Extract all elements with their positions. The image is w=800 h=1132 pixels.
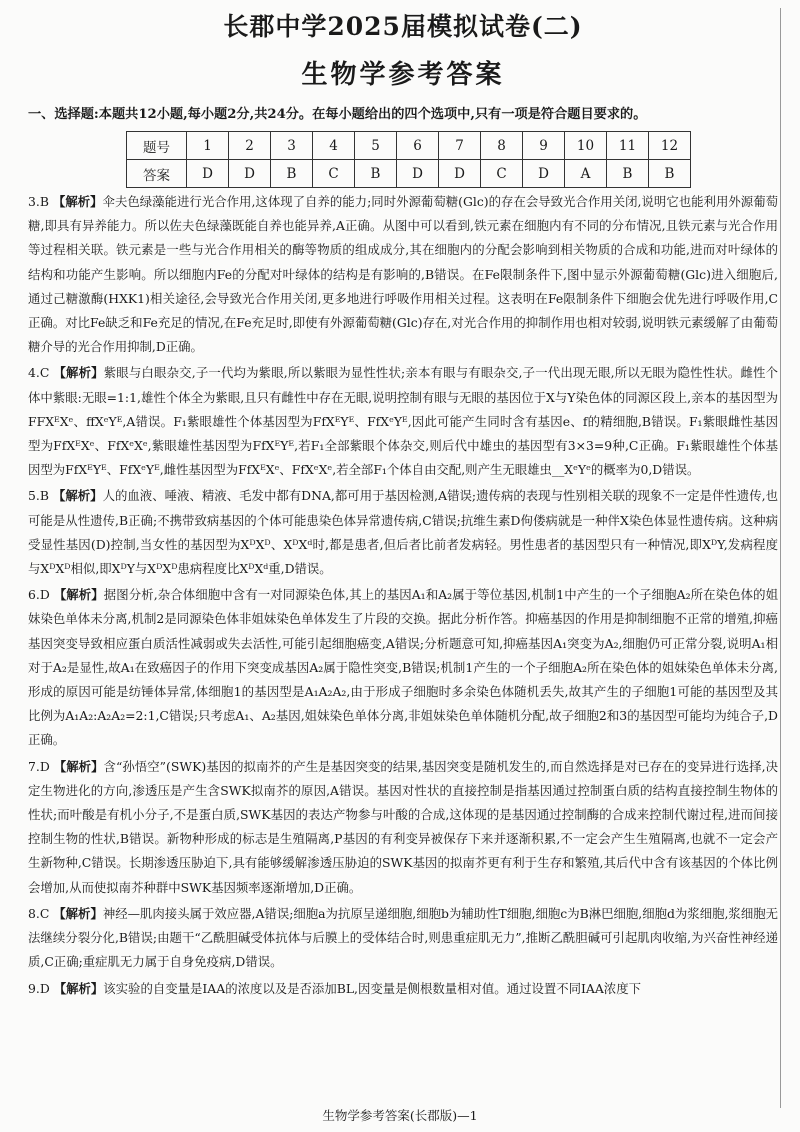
table-cell: 11	[607, 132, 649, 160]
explanation-q7: 7.D 【解析】含“孙悟空”(SWK)基因的拟南芥的产生是基因突变的结果,基因突变是随机发生的,而自然选择是对已存在的变异进行选择,决定生物进化的方向,渗透压是产生含SWK拟南芥的原因,A错误。基因对性状的直接控制是指基因通过控制蛋白质的结构直接控制生物体的性状;而叶酸是有机小分子,不是蛋白质,SWK基因的表达产物参与叶酸的合成,这体现的是基因通过控制酶的合成来控制代谢过程,进而间接控制生物的性状,B错误。新物种形成的标志是生殖隔离,P基因的有利变异被保存下来并逐渐积累,不一定会产生生殖隔离,也就不一定会产生新物种,C错误。长期渗透压胁迫下,具有能够缓解渗透压胁迫的SWK基因的拟南芥更有利于生存和繁殖,其后代中含有该基因的个体比例会增加,从而使拟南芥种群中SWK基因频率逐渐增加,D正确。	[28, 758, 778, 895]
table-cell: D	[229, 160, 271, 188]
table-cell: 2	[229, 132, 271, 160]
explanation-q6: 6.D 【解析】据图分析,杂合体细胞中含有一对同源染色体,其上的基因A₁和A₂属于等位基因,机制1中产生的一个子细胞A₂所在染色体的姐妹染色单体未分离,机制2是同源染色体非姐妹染色单体发生了片段的交换。据此分析作答。抑癌基因的作用是抑制细胞不正常的增殖,抑癌基因突变导致相应蛋白质活性减弱或失去活性,可能引起细胞癌变,A错误;分析题意可知,抑癌基因A₁突变为A₂,细胞仍可正常分裂,说明A₁相对于A₂是显性,故A₁在致癌因子的作用下突变成基因A₂属于隐性突变,B错误;机制1产生的一个子细胞A₂所在染色体的姐妹染色单体未分离,形成的原因可能是纺锤体异常,体细胞1的基因型是A₁A₂A₂,由于形成子细胞时多余染色体随机丢失,故其产生的子细胞1可能的基因型及其比例为A₁A₂:A₂A₂=2:1,C错误;只考虑A₁、A₂基因,姐妹染色单体分离,非姐妹染色单体随机分配,故子细胞2和3的基因型可能均为纯合子,D正确。	[28, 587, 778, 748]
table-cell: B	[271, 160, 313, 188]
table-cell: C	[313, 160, 355, 188]
document-title: 长郡中学2025届模拟试卷(二)	[223, 12, 583, 41]
table-cell: D	[523, 160, 565, 188]
answer-table	[126, 131, 691, 188]
document-subtitle: 生物学参考答案	[301, 60, 505, 90]
table-cell: 3	[271, 132, 313, 160]
table-cell: 8	[481, 132, 523, 160]
explanation-q5: 5.B 【解析】人的血液、唾液、精液、毛发中都有DNA,都可用于基因检测,A错误;遗传病的表现与性别相关联的现象不一定是伴性遗传,也可能是从性遗传,B正确;不携带致病基因的个体可能患染色体异常遗传病,C错误;抗维生素D佝偻病就是一种伴X染色体显性遗传病。这种病受显性基因(D)控制,当女性的基因型为XᴰXᴰ、XᴰXᵈ时,都是患者,但后者比前者发病轻。男性患者的基因型只有一种情况,即XᴰY,发病程度与XᴰXᴰ相似,即XᴰY与XᴰXᴰ患病程度比XᴰXᵈ重,D错误。	[28, 488, 778, 577]
explanation-q8: 8.C 【解析】神经—肌肉接头属于效应器,A错误;细胞a为抗原呈递细胞,细胞b为辅助性T细胞,细胞c为B淋巴细胞,细胞d为浆细胞,浆细胞无法继续分裂分化,B错误;由题干“乙酰胆碱受体抗体与后膜上的受体结合时,则患重症肌无力”,推断乙酰胆碱可引起肌肉收缩,为兴奋性神经递质,C正确;重症肌无力属于自身免疫病,D错误。	[28, 905, 778, 970]
table-row-label: 题号	[127, 132, 187, 160]
table-cell: B	[607, 160, 649, 188]
table-cell: 7	[439, 132, 481, 160]
table-cell: 6	[397, 132, 439, 160]
table-cell: C	[481, 160, 523, 188]
table-cell: 5	[355, 132, 397, 160]
table-cell: D	[397, 160, 439, 188]
page-footer: 生物学参考答案(长郡版)—1	[322, 1108, 478, 1123]
explanation-q3: 3.B 【解析】伞夫色绿藻能进行光合作用,这体现了自养的能力;同时外源葡萄糖(Glc)的存在会导致光合作用关闭,说明它也能利用外源葡萄糖,即具有异养能力。所以佐夫色绿藻既能自养也能异养,A正确。从图中可以看到,铁元素在细胞内有不同的分布情况,且铁元素与光合作用等过程相关联。铁元素是一些与光合作用相关的酶等物质的组成成分,其在细胞内的分配会影响到相关物质的合成和功能,进而对叶绿体的结构和功能产生影响。所以细胞内Fe的分配对叶绿体的结构是有影响的,B错误。在Fe限制条件下,图中显示外源葡萄糖(Glc)进入细胞后,通过己糖激酶(HXK1)相关途径,会导致光合作用关闭,更多地进行呼吸作用相关过程。这表明在Fe限制条件下细胞会优先进行呼吸作用,C正确。对比Fe缺乏和Fe充足的情况,在Fe充足时,即使有外源葡萄糖(Glc)存在,对光合作用的抑制作用也相对较弱,说明铁元素缓解了由葡萄糖介导的光合作用抑制,D正确。	[28, 194, 778, 355]
page-edge-line	[780, 8, 794, 1108]
answer-table-answer-row	[127, 160, 691, 188]
table-cell: 1	[187, 132, 229, 160]
explanation-q4: 4.C 【解析】紫眼与白眼杂交,子一代均为紫眼,所以紫眼为显性性状;亲本有眼与有眼杂交,子一代出现无眼,所以无眼为隐性性状。雌性个体中紫眼:无眼=1:1,雄性个体全为紫眼,且只有雌性中存在无眼,说明控制有眼与无眼的基因位于X与Y染色体的同源区段上,亲本的基因型为FFXᴱXᵉ、ffXᵉYᴱ,A错误。F₁紫眼雄性个体基因型为FfXᴱYᴱ、FfXᵉYᴱ,因此可能产生同时含有基因e、f的精细胞,B错误。F₁紫眼雌性基因型为FfXᴱXᵉ、FfXᵉXᵉ,紫眼雄性基因型为FfXᴱYᴱ,若F₁全部紫眼个体杂交,则后代中雄虫的基因型有3×3=9种,C正确。F₁紫眼雄性个体基因型为FfXᴱYᴱ、FfXᵉYᴱ,雌性基因型为FfXᴱXᵉ、FfXᵉXᵉ,若全部F₁个体自由交配,则产生无眼雄虫__XᵉYᵉ的概率为0,D错误。	[28, 365, 778, 478]
table-cell: D	[439, 160, 481, 188]
explanation-q9: 9.D 【解析】该实验的自变量是IAA的浓度以及是否添加BL,因变量是侧根数量相对值。通过设置不同IAA浓度下	[28, 980, 641, 996]
answer-table-number-row	[127, 132, 691, 160]
table-cell: 12	[649, 132, 691, 160]
table-cell: 10	[565, 132, 607, 160]
table-cell: 4	[313, 132, 355, 160]
table-row-label: 答案	[127, 160, 187, 188]
section-heading-choice: 一、选择题:本题共12小题,每小题2分,共24分。在每小题给出的四个选项中,只有一项是符合题目要求的。	[28, 107, 647, 122]
table-cell: B	[355, 160, 397, 188]
table-cell: 9	[523, 132, 565, 160]
table-cell: B	[649, 160, 691, 188]
table-cell: A	[565, 160, 607, 188]
table-cell: D	[187, 160, 229, 188]
